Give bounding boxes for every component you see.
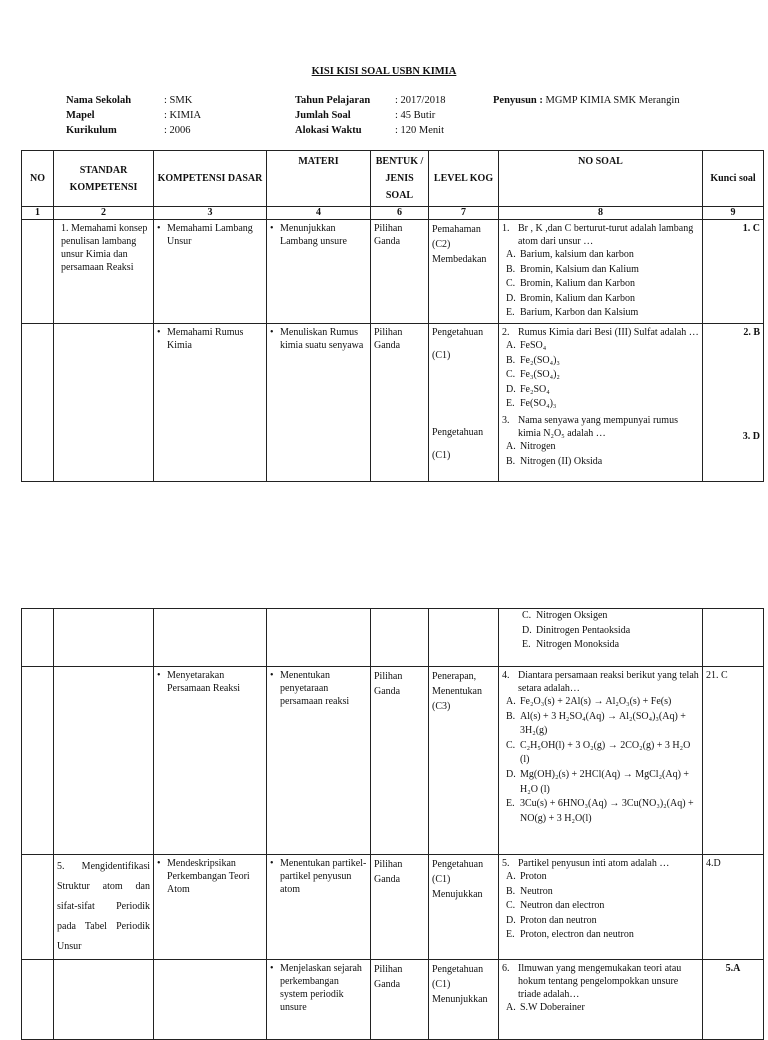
option-item: A. Fe₂O₃(s) + 2Al(s) → Al₂O₃(s) + Fe(s) [506, 696, 672, 707]
cell-level [429, 324, 499, 482]
bullet-icon: • [157, 327, 161, 338]
sk-text: 1. Memahami konsep penulisan lambang unsur Kimia dan persamaan Reaksi [61, 223, 148, 273]
question-text: Ilmuwan yang mengemukakan teori atau hokum tentang pengelompokkan unsure triade adalah… [518, 963, 682, 1000]
option-item: C. C₂H₅OH(l) + 3 O₂(g) → 2CO₂(g) + 3 H₂O (l) [506, 739, 691, 766]
col-number: 2 [54, 207, 154, 220]
bullet-icon: • [270, 963, 274, 974]
column-number-row [22, 207, 764, 220]
cell-no [22, 220, 54, 324]
cell-kompetensi-dasar [154, 609, 267, 667]
cell-bentuk [371, 609, 429, 667]
option-item: C. Nitrogen Oksigen [522, 610, 608, 621]
cell-materi [267, 960, 371, 1040]
meta-value: : 2006 [164, 125, 191, 136]
materi-text: Menjelaskan sejarah perkembangan system periodik unsure [280, 963, 362, 1013]
cell-materi [267, 324, 371, 482]
cell-bentuk: Pilihan Ganda [371, 220, 429, 324]
option-item: D. Mg(OH)₂(s) + 2HCl(Aq) → MgCl₂(Aq) + H₂O (l) [506, 768, 690, 795]
question-text: Partikel penyusun inti atom adalah … [518, 858, 670, 869]
option-list [502, 248, 699, 321]
cell-standar-kompetensi [54, 855, 154, 960]
kd-text: Menyetarakan Persamaan Reaksi [167, 670, 241, 694]
option-item: D. Bromin, Kalium dan Karbon [506, 292, 635, 304]
option-item: B. Bromin, Kalsium dan Kalium [506, 263, 639, 275]
cell-kunci: 5.A [703, 960, 764, 1040]
cell-no [22, 609, 54, 667]
level-text: (C1) [432, 350, 451, 361]
cell-kompetensi-dasar [154, 324, 267, 482]
option-item: E. Fe(SO₄)₃ [506, 398, 557, 410]
kd-text: Memahami Lambang Unsur [167, 223, 253, 247]
question-number: 4. [502, 670, 510, 681]
question-number: 3. [502, 414, 510, 426]
option-item: A. S.W Doberainer [506, 1002, 585, 1013]
table-row [22, 960, 764, 1040]
cell-level: Penerapan, Menentukan (C3) [429, 667, 499, 855]
cell-bentuk: Pilihan Ganda [371, 960, 429, 1040]
bullet-icon: • [157, 670, 161, 681]
document-title: KISI KISI SOAL USBN KIMIA [311, 66, 457, 77]
option-item: B. Al(s) + 3 H₂SO₄(Aq) → Al₂(SO₄)₃(Aq) + 3H₂(g) [506, 710, 686, 737]
cell-standar-kompetensi [54, 220, 154, 324]
option-item: A. Proton [506, 871, 547, 882]
cell-soal [499, 667, 703, 855]
option-item: B. Neutron [506, 885, 553, 897]
grid-table-top [21, 150, 764, 482]
cell-kunci: 21. C [703, 667, 764, 855]
header-no-soal: NO SOAL [499, 151, 703, 207]
cell-kompetensi-dasar [154, 960, 267, 1040]
option-item: D. Dinitrogen Pentaoksida [522, 624, 631, 636]
question-number: 5. [502, 858, 510, 869]
meta-value: : 120 Menit [395, 125, 444, 136]
table-row [22, 855, 764, 960]
materi-text: Menunjukkan Lambang unsure [280, 223, 347, 247]
cell-kunci [703, 609, 764, 667]
option-item: E. Proton, electron dan neutron [506, 929, 634, 941]
cell-materi [267, 855, 371, 960]
col-number: 1 [22, 207, 54, 220]
question-text: Br , K ,dan C berturut-turut adalah lambang atom dari unsur … [518, 223, 694, 247]
meta-label: Jumlah Soal [295, 110, 351, 121]
option-item: C. Bromin, Kalium dan Karbon [506, 278, 635, 290]
sk-text: 5. Mengidentifikasi Struktur atom dan sifat-sifat Periodik pada Tabel Periodik Unsur [57, 861, 150, 952]
cell-bentuk: Pilihan Ganda [371, 324, 429, 482]
meta-value: : 2017/2018 [395, 95, 446, 106]
cell-standar-kompetensi [54, 667, 154, 855]
cell-kompetensi-dasar [154, 220, 267, 324]
bullet-icon: • [157, 223, 161, 234]
materi-text: Menentukan partikel- partikel penyusun atom [280, 858, 367, 895]
header-kunci-soal: Kunci soal [703, 151, 764, 207]
cell-no [22, 960, 54, 1040]
bullet-icon: • [270, 327, 274, 338]
kunci-text: 2. B [743, 327, 760, 338]
header-row [22, 151, 764, 207]
question-text: Nama senyawa yang mempunyai rumus kimia N₂O₅ adalah … [518, 414, 678, 439]
kd-text: Mendeskripsikan Perkembangan Teori Atom [167, 858, 250, 895]
meta-label: Tahun Pelajaran [295, 95, 371, 106]
kd-text: Memahami Rumus Kimia [167, 327, 244, 351]
table-row [22, 324, 764, 482]
cell-kompetensi-dasar [154, 667, 267, 855]
cell-kunci [703, 324, 764, 482]
option-item: C. Fe₃(SO₄)₂ [506, 369, 560, 381]
cell-soal [499, 609, 703, 667]
meta-label: Alokasi Waktu [295, 125, 362, 136]
meta-left [66, 93, 201, 138]
cell-materi [267, 609, 371, 667]
cell-level: Pengetahuan (C1) Menujukkan [429, 855, 499, 960]
col-number: 7 [429, 207, 499, 220]
question-number: 2. [502, 327, 510, 338]
header-materi: MATERI [267, 151, 371, 207]
level-text: (C1) [432, 450, 451, 461]
option-item: E. Barium, Karbon dan Kalsium [506, 307, 639, 319]
cell-materi [267, 667, 371, 855]
grid-table-bottom [21, 608, 764, 1040]
option-list [502, 440, 699, 469]
header-bentuk: BENTUK / JENIS SOAL [371, 151, 429, 207]
meta-penyusun [493, 93, 680, 108]
bullet-icon: • [270, 670, 274, 681]
option-item: E. Nitrogen Monoksida [522, 639, 620, 651]
option-item: D. Proton dan neutron [506, 914, 597, 926]
level-text: Pengetahuan [432, 327, 484, 338]
question-number: 6. [502, 963, 510, 974]
cell-level: Pemahaman (C2) Membedakan [429, 220, 499, 324]
option-list [502, 870, 699, 943]
cell-bentuk: Pilihan Ganda [371, 667, 429, 855]
question-text: Diantara persamaan reaksi berikut yang telah setara adalah… [518, 670, 699, 694]
option-list [502, 695, 699, 826]
bullet-icon: • [157, 858, 161, 869]
option-list [502, 339, 699, 412]
option-item: B. Nitrogen (II) Oksida [506, 455, 603, 467]
header-kompetensi-dasar: KOMPETENSI DASAR [154, 151, 267, 207]
option-item: A. Nitrogen [506, 440, 556, 452]
cell-no [22, 667, 54, 855]
penyusun-label: Penyusun : [493, 95, 543, 106]
meta-value: : 45 Butir [395, 110, 436, 121]
option-item: D. Fe₂SO₄ [506, 383, 550, 395]
meta-value: : SMK [164, 95, 193, 106]
cell-soal [499, 220, 703, 324]
meta-mid [295, 93, 445, 138]
materi-text: Menuliskan Rumus kimia suatu senyawa [280, 327, 364, 351]
meta-label: Kurikulum [66, 125, 117, 136]
option-item: E. 3Cu(s) + 6HNO₃(Aq) → 3Cu(NO₃)₂(Aq) + NO(g) + 3 H₂O(l) [506, 798, 694, 824]
bullet-icon: • [270, 223, 274, 234]
option-item: B. Fe₂(SO₄)₃ [506, 354, 560, 366]
bullet-icon: • [270, 858, 274, 869]
cell-soal [499, 960, 703, 1040]
header-standar-kompetensi: STANDAR KOMPETENSI [54, 151, 154, 207]
cell-no [22, 324, 54, 482]
question-number: 1. [502, 223, 510, 234]
option-item: A. FeSO₄ [506, 340, 547, 351]
cell-level: Pengetahuan (C1) Menunjukkan [429, 960, 499, 1040]
meta-value: : KIMIA [164, 110, 202, 121]
cell-kunci: 1. C [703, 220, 764, 324]
meta-label: Mapel [66, 110, 95, 121]
table-row [22, 667, 764, 855]
cell-standar-kompetensi [54, 609, 154, 667]
level-text: Pengetahuan [432, 427, 484, 438]
col-number: 3 [154, 207, 267, 220]
cell-no [22, 855, 54, 960]
option-list [502, 609, 699, 653]
option-item: A. Barium, kalsium dan karbon [506, 249, 634, 260]
option-list [502, 1001, 699, 1016]
cell-soal [499, 855, 703, 960]
header-level-kog: LEVEL KOG [429, 151, 499, 207]
option-item: C. Neutron dan electron [506, 900, 605, 912]
cell-standar-kompetensi [54, 960, 154, 1040]
cell-soal [499, 324, 703, 482]
col-number: 4 [267, 207, 371, 220]
cell-standar-kompetensi [54, 324, 154, 482]
col-number: 8 [499, 207, 703, 220]
cell-level [429, 609, 499, 667]
penyusun-value: MGMP KIMIA SMK Merangin [545, 95, 680, 106]
cell-kompetensi-dasar [154, 855, 267, 960]
col-number: 9 [703, 207, 764, 220]
cell-materi [267, 220, 371, 324]
cell-bentuk: Pilihan Ganda [371, 855, 429, 960]
kunci-text: 3. D [742, 431, 760, 442]
meta-label: Nama Sekolah [66, 95, 132, 106]
col-number: 6 [371, 207, 429, 220]
table-row [22, 220, 764, 324]
question-text: Rumus Kimia dari Besi (III) Sulfat adalah … [518, 327, 699, 338]
table-row [22, 609, 764, 667]
header-no: NO [22, 151, 54, 207]
materi-text: Menentukan penyetaraan persamaan reaksi [280, 670, 350, 707]
cell-kunci: 4.D [703, 855, 764, 960]
